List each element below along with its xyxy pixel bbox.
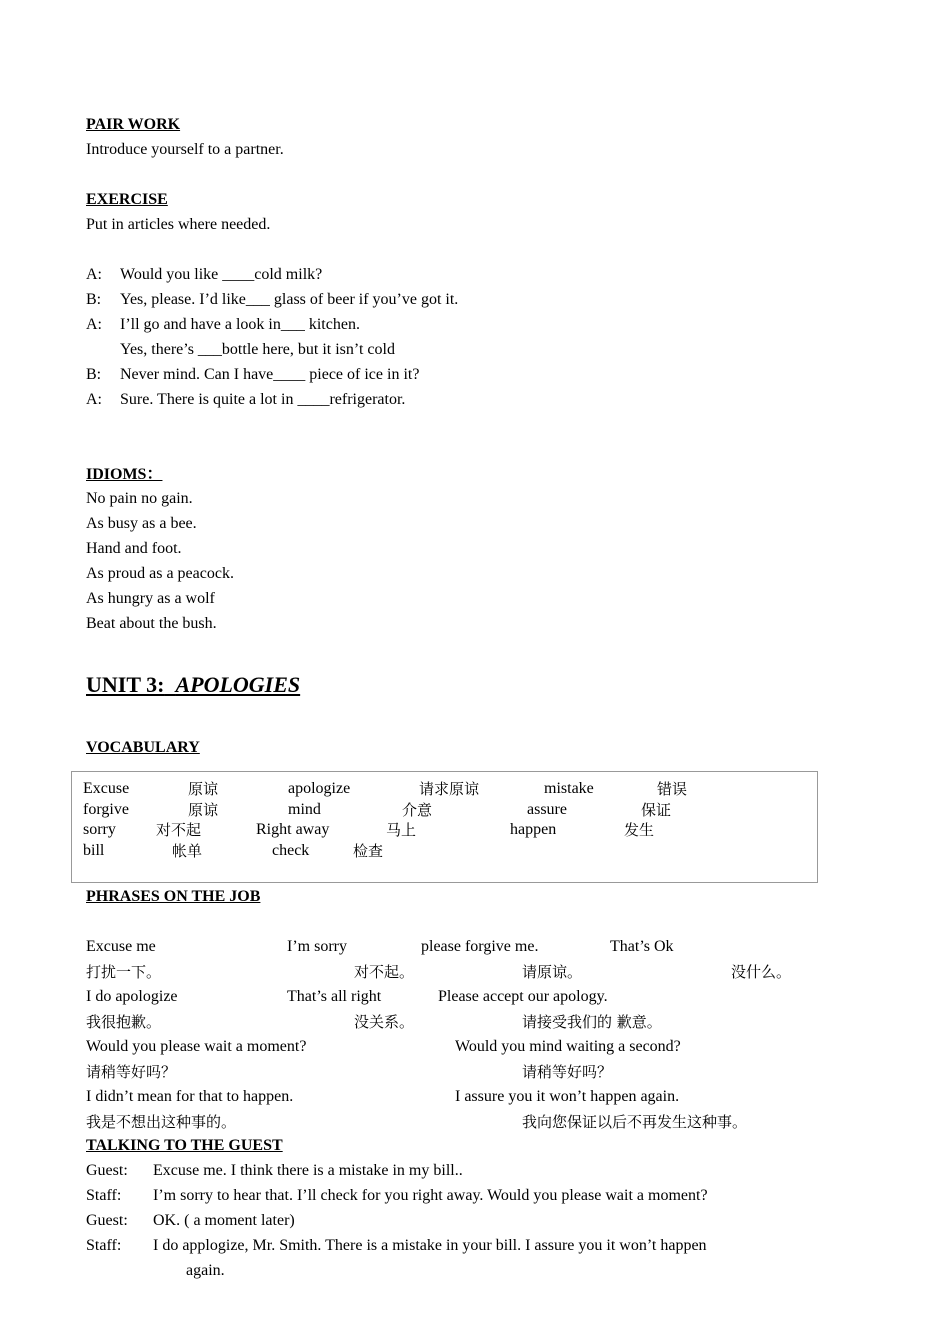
phrase-cn: 打扰一下。	[86, 963, 162, 981]
vocab-translation: 检查	[353, 842, 384, 860]
vocab-translation: 帐单	[172, 842, 203, 860]
vocab-translation: 原谅	[188, 801, 219, 819]
exercise-heading: EXERCISE	[86, 191, 168, 208]
idiom-item: Beat about the bush.	[86, 615, 217, 632]
phrase-cn: 对不起。	[354, 963, 415, 981]
exercise-line: I’ll go and have a look in___ kitchen.	[120, 316, 360, 333]
unit-number: UNIT 3:	[86, 672, 165, 697]
phrase-cn: 没关系。	[354, 1013, 415, 1031]
phrase-en: Please accept our apology.	[438, 988, 608, 1005]
pair-work-text: Introduce yourself to a partner.	[86, 141, 284, 158]
phrase-en: That’s all right	[287, 988, 382, 1005]
phrase-en: I assure you it won’t happen again.	[455, 1088, 680, 1105]
phrase-cn: 没什么。	[731, 963, 792, 981]
vocab-word: Right away	[256, 821, 330, 838]
dialogue-speaker: Guest:	[86, 1212, 128, 1229]
pair-work-heading: PAIR WORK	[86, 116, 181, 133]
exercise-speaker: B:	[86, 291, 102, 308]
phrase-cn: 我很抱歉。	[86, 1013, 162, 1031]
exercise-speaker: B:	[86, 366, 102, 383]
idiom-item: No pain no gain.	[86, 490, 193, 507]
vocab-word: forgive	[83, 801, 129, 818]
vocabulary-heading: VOCABULARY	[86, 739, 200, 756]
vocab-word: bill	[83, 842, 105, 859]
phrase-en: That’s Ok	[610, 938, 674, 955]
unit-title	[86, 672, 300, 698]
vocab-translation: 原谅	[188, 780, 219, 798]
vocab-translation: 介意	[402, 801, 433, 819]
talking-heading: TALKING TO THE GUEST	[86, 1137, 283, 1154]
idiom-item: As busy as a bee.	[86, 515, 197, 532]
phrase-cn: 请接受我们的 歉意。	[522, 1013, 662, 1031]
phrase-en: please forgive me.	[421, 938, 539, 955]
vocab-word: check	[272, 842, 310, 859]
phrase-en: Would you mind waiting a second?	[455, 1038, 681, 1055]
vocab-translation: 马上	[386, 821, 417, 839]
dialogue-line: OK. ( a moment later)	[153, 1212, 295, 1229]
vocab-word: apologize	[288, 780, 351, 797]
idiom-item: As proud as a peacock.	[86, 565, 234, 582]
idiom-item: Hand and foot.	[86, 540, 182, 557]
exercise-line: Sure. There is quite a lot in ____refrigerator.	[120, 391, 406, 408]
dialogue-line: again.	[186, 1262, 225, 1279]
vocab-word: mind	[288, 801, 321, 818]
dialogue-line: I do applogize, Mr. Smith. There is a mistake in your bill. I assure you it won’t happen	[153, 1237, 707, 1254]
dialogue-speaker: Staff:	[86, 1237, 122, 1254]
phrase-en: I didn’t mean for that to happen.	[86, 1088, 294, 1105]
idioms-heading: IDIOMS：	[86, 466, 163, 483]
phrase-en: I’m sorry	[287, 938, 347, 955]
phrase-en: I do apologize	[86, 988, 178, 1005]
phrase-cn: 请稍等好吗？	[86, 1063, 177, 1081]
dialogue-speaker: Guest:	[86, 1162, 128, 1179]
exercise-speaker: A:	[86, 391, 102, 408]
vocab-translation: 发生	[624, 821, 655, 839]
dialogue-line: I’m sorry to hear that. I’ll check for you right away. Would you please wait a moment?	[153, 1187, 708, 1204]
idiom-item: As hungry as a wolf	[86, 590, 215, 607]
phrase-cn: 请稍等好吗？	[522, 1063, 613, 1081]
vocab-word: assure	[527, 801, 567, 818]
dialogue-line: Excuse me. I think there is a mistake in my bill..	[153, 1162, 463, 1179]
phrase-en: Would you please wait a moment?	[86, 1038, 307, 1055]
exercise-instruction: Put in articles where needed.	[86, 216, 271, 233]
vocab-translation: 保证	[641, 801, 672, 819]
vocab-word: happen	[510, 821, 557, 838]
dialogue-speaker: Staff:	[86, 1187, 122, 1204]
phrases-heading: PHRASES ON THE JOB	[86, 888, 261, 905]
exercise-line: Would you like ____cold milk?	[120, 266, 323, 283]
vocab-translation: 错误	[657, 780, 688, 798]
vocab-word: sorry	[83, 821, 116, 838]
exercise-line: Yes, please. I’d like___ glass of beer if you’ve got it.	[120, 291, 459, 308]
exercise-line: Never mind. Can I have____ piece of ice in it?	[120, 366, 420, 383]
vocab-word: Excuse	[83, 780, 130, 797]
exercise-speaker: A:	[86, 266, 102, 283]
exercise-line: Yes, there’s ___bottle here, but it isn’t cold	[120, 341, 395, 358]
phrase-en: Excuse me	[86, 938, 156, 955]
unit-name: APOLOGIES	[175, 672, 301, 697]
vocab-translation: 请求原谅	[419, 780, 480, 798]
phrase-cn: 我向您保证以后不再发生这种事。	[522, 1113, 748, 1131]
vocab-translation: 对不起	[156, 821, 202, 839]
vocab-word: mistake	[544, 780, 594, 797]
phrase-cn: 请原谅。	[522, 963, 583, 981]
phrase-cn: 我是不想出这种事的。	[86, 1113, 237, 1131]
exercise-speaker: A:	[86, 316, 102, 333]
